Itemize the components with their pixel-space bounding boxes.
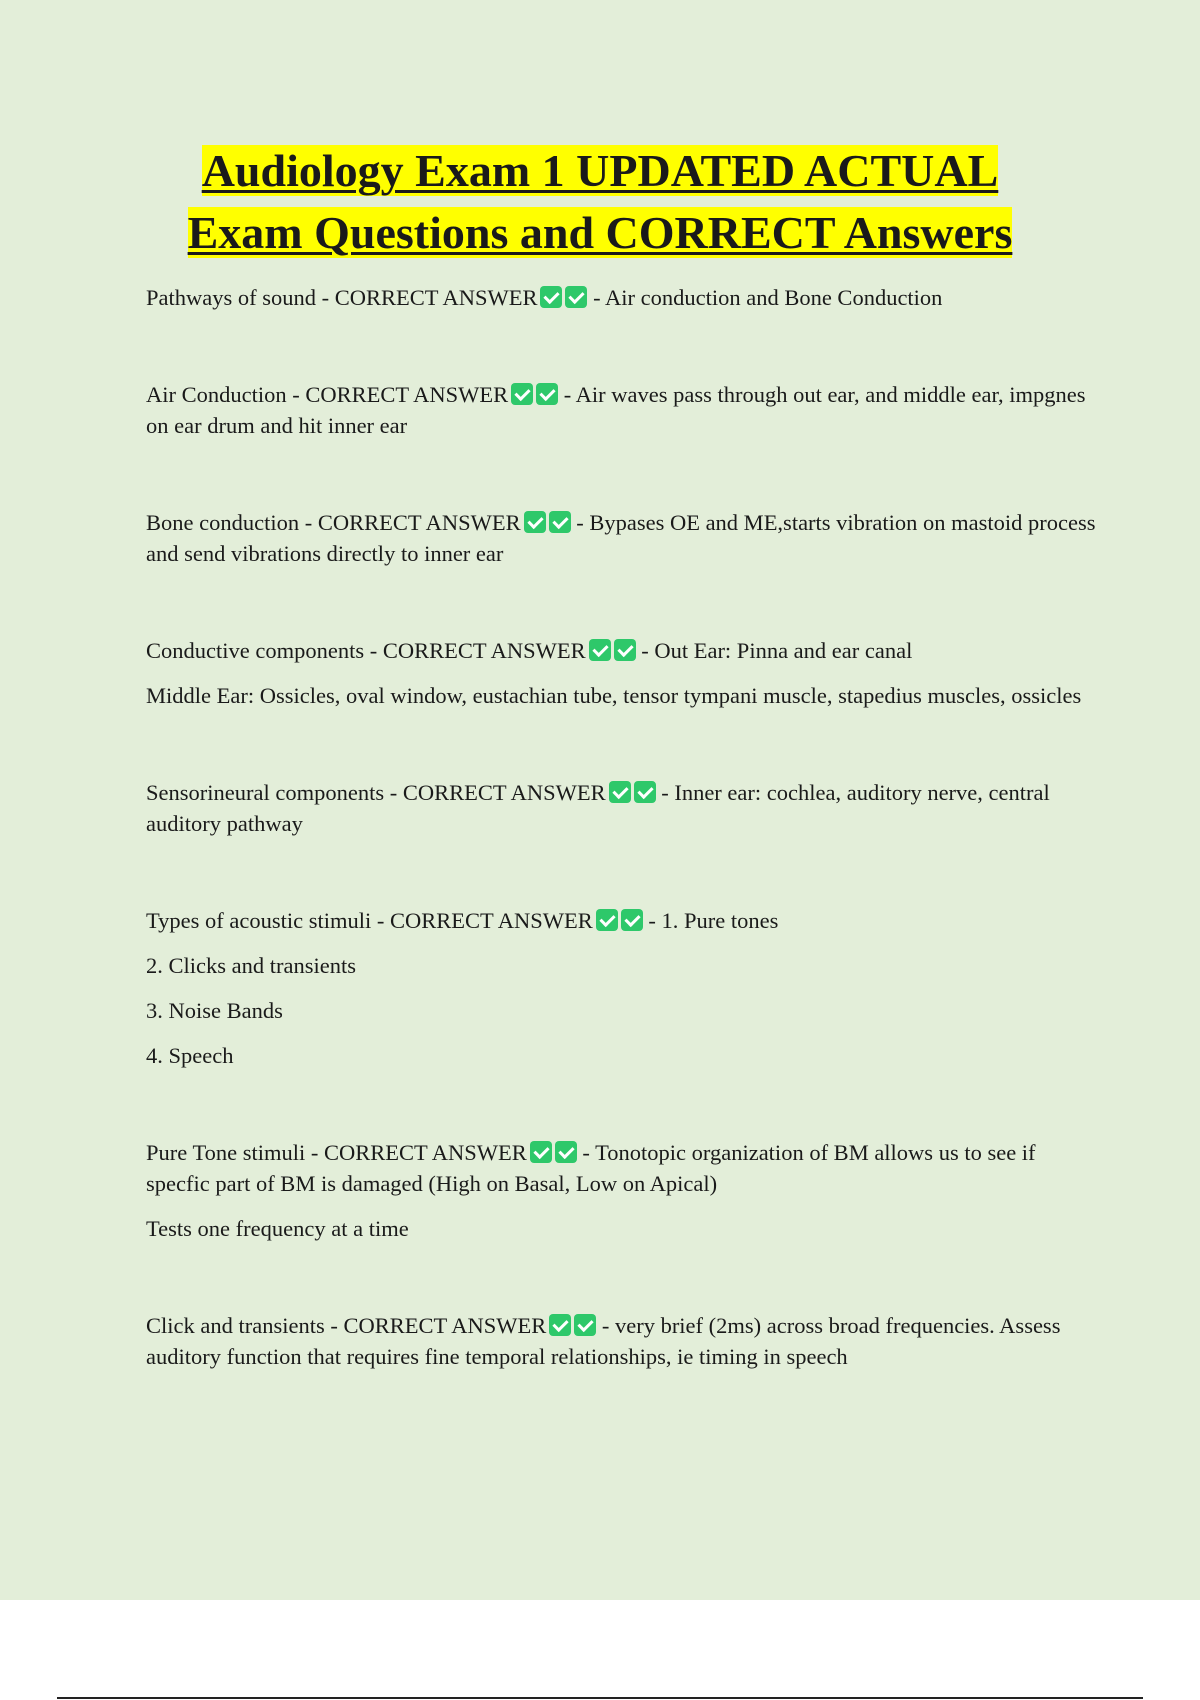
- qa-line: [146, 379, 1096, 441]
- correct-answer-label: CORRECT ANSWER: [390, 908, 593, 933]
- qa-entry: [146, 635, 1096, 711]
- qa-line: [146, 282, 1096, 313]
- correct-answer-label: CORRECT ANSWER: [343, 1313, 547, 1338]
- qa-line: [146, 905, 1096, 936]
- qa-entry: [146, 905, 1096, 1071]
- qa-answer: - very brief (2ms) across broad frequencies. Assess auditory function that requires fine temporal relationships, ie timing in speech: [146, 1313, 1061, 1369]
- qa-term: Sensorineural components -: [146, 780, 403, 805]
- qa-term: Pure Tone stimuli -: [146, 1140, 325, 1165]
- check-mark-icon: [555, 1141, 577, 1163]
- qa-answer-continuation: 2. Clicks and transients: [146, 953, 356, 978]
- qa-answer: - Bypases OE and ME,starts vibration on mastoid process and send vibrations directly to inner ear: [146, 510, 1096, 566]
- qa-list: [146, 282, 1096, 1438]
- check-mark-icon: [540, 286, 562, 308]
- qa-entry: [146, 1310, 1096, 1372]
- title-line-1: Audiology Exam 1 UPDATED ACTUAL: [201, 145, 999, 196]
- qa-answer: - Air conduction and Bone Conduction: [593, 285, 943, 310]
- check-mark-icon: [530, 1141, 552, 1163]
- check-mark-icon: [511, 383, 533, 405]
- qa-line: [146, 1310, 1096, 1372]
- check-mark-icon: [549, 511, 571, 533]
- qa-answer: - Air waves pass through out ear, and middle ear, impgnes on ear drum and hit inner ear: [146, 382, 1086, 438]
- check-mark-icon: [596, 909, 618, 931]
- correct-answer-label: CORRECT ANSWER: [317, 510, 521, 535]
- check-mark-icon: [549, 1314, 571, 1336]
- check-mark-icon: [574, 1314, 596, 1336]
- footer-divider: [57, 1697, 1143, 1699]
- qa-term: Conductive components -: [146, 638, 383, 663]
- qa-entry: [146, 379, 1096, 441]
- qa-entry: [146, 507, 1096, 569]
- correct-answer-label: CORRECT ANSWER: [305, 382, 509, 407]
- qa-term: Click and transients -: [146, 1313, 344, 1338]
- check-mark-icon: [524, 511, 546, 533]
- qa-term: Types of acoustic stimuli -: [146, 908, 391, 933]
- correct-answer-label: CORRECT ANSWER: [402, 780, 606, 805]
- qa-term: Pathways of sound -: [146, 285, 335, 310]
- qa-line: [146, 507, 1096, 569]
- check-mark-icon: [621, 909, 643, 931]
- check-mark-icon: [536, 383, 558, 405]
- qa-line: [146, 1137, 1096, 1199]
- check-mark-icon: [614, 639, 636, 661]
- correct-answer-label: CORRECT ANSWER: [382, 638, 586, 663]
- check-mark-icon: [565, 286, 587, 308]
- qa-line: [146, 777, 1096, 839]
- check-mark-icon: [589, 639, 611, 661]
- correct-answer-label: CORRECT ANSWER: [334, 285, 538, 310]
- qa-answer: - Out Ear: Pinna and ear canal: [641, 638, 913, 663]
- check-mark-icon: [609, 781, 631, 803]
- correct-answer-label: CORRECT ANSWER: [324, 1140, 527, 1165]
- qa-line: [146, 635, 1096, 666]
- qa-answer-continuation: 3. Noise Bands: [146, 998, 283, 1023]
- qa-answer: - 1. Pure tones: [648, 908, 779, 933]
- qa-term: Bone conduction -: [146, 510, 318, 535]
- qa-answer-continuation: Tests one frequency at a time: [146, 1216, 409, 1241]
- qa-term: Air Conduction -: [146, 382, 306, 407]
- title-line-2: Exam Questions and CORRECT Answers: [187, 207, 1013, 258]
- qa-entry: [146, 282, 1096, 313]
- check-mark-icon: [634, 781, 656, 803]
- qa-answer: - Tonotopic organization of BM allows us to see if specfic part of BM is damaged (High on Basal, Low on Apical): [146, 1140, 1036, 1196]
- qa-answer-continuation: 4. Speech: [146, 1043, 234, 1068]
- qa-answer-continuation: Middle Ear: Ossicles, oval window, eustachian tube, tensor tympani muscle, stapedius muscles, ossicles: [146, 683, 1082, 708]
- document-title: [0, 140, 1200, 264]
- qa-entry: [146, 777, 1096, 839]
- qa-answer: - Inner ear: cochlea, auditory nerve, central auditory pathway: [146, 780, 1050, 836]
- qa-entry: [146, 1137, 1096, 1244]
